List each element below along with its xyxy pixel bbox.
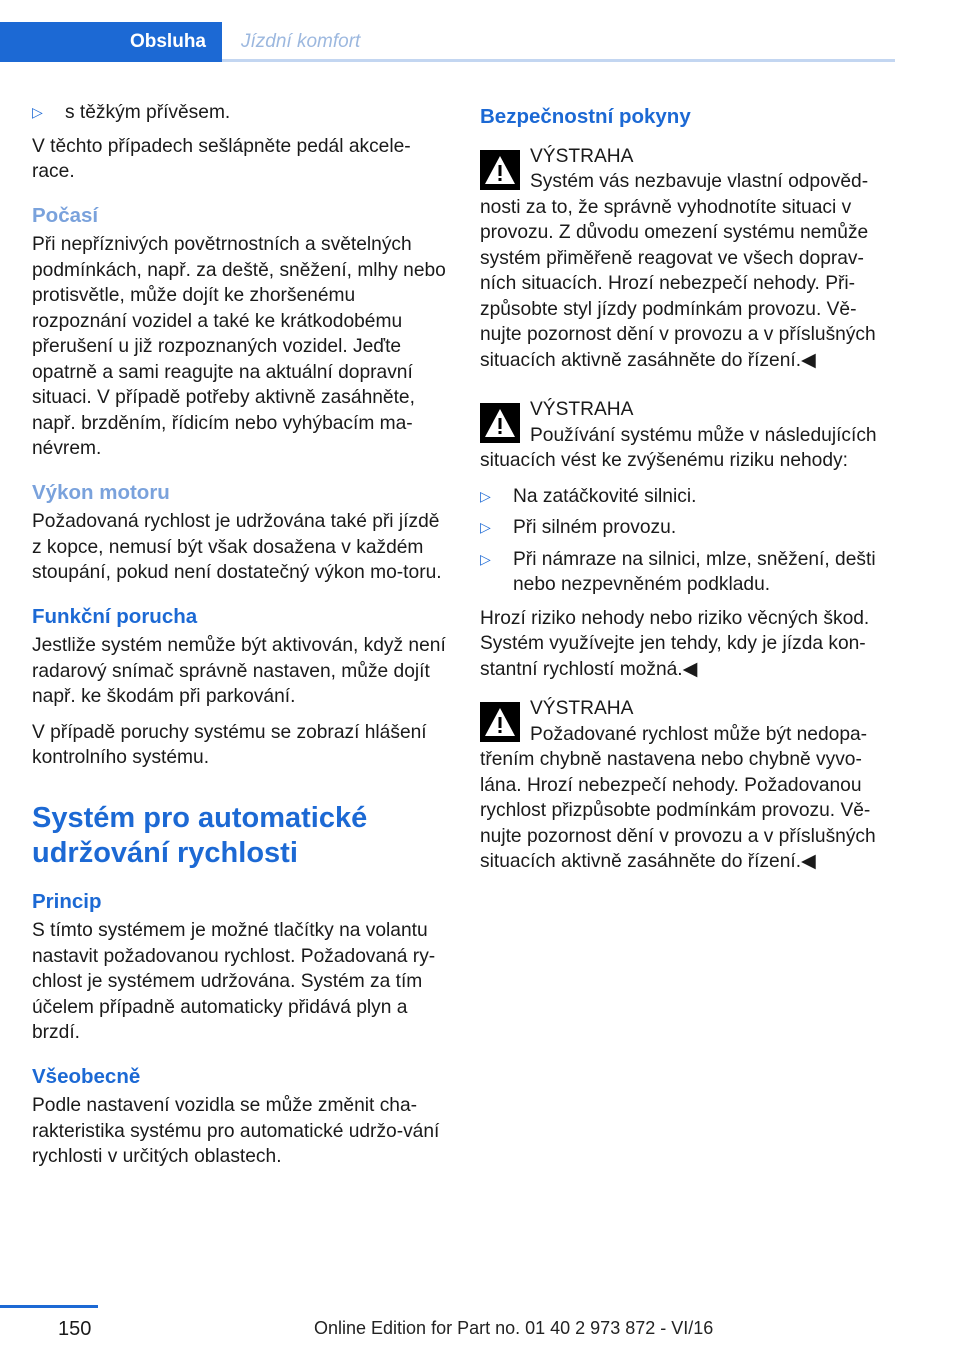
warning-text: Požadované rychlost může být nedopa-třením chybně nastavena nebo chybně vyvo-lána. Hrozí nebezpečí nehody. Požadovanou rychlost přizpůsobte podmínkám provozu. Vě-nujte pozornost dění v provozu a v příslušných situacích aktivně zasáhněte do řízení.◀ — [480, 723, 876, 872]
paragraph: V těchto případech sešlápněte pedál akcele-race. — [32, 135, 411, 182]
paragraph: Jestliže systém nemůže být aktivován, když není radarový snímač správně nastaven, může dojít např. ke škodám při parkování. — [32, 635, 446, 707]
left-column — [32, 100, 448, 1180]
heading-princip: Princip — [32, 889, 102, 913]
list-item — [480, 515, 890, 541]
footer-divider — [0, 1305, 98, 1308]
bullet-triangle-icon: ▷ — [480, 550, 491, 567]
warning-block — [480, 696, 890, 885]
paragraph: S tímto systémem je možné tlačítky na volantu nastavit požadovanou rychlost. Požadovaná ry-chlost je systémem udržována. Systém za tím účelem případně automaticky přidává plyn a brzdí. — [32, 920, 436, 1043]
right-column — [480, 100, 890, 885]
bullet-triangle-icon: ▷ — [480, 487, 491, 504]
paragraph: Při nepříznivých povětrnostních a světelných podmínkách, např. za deště, sněžení, mlhy nebo protisvětle, může dojít ke zhoršenému rozpoznání vozidel a také ke krátkodobému přerušení u již rozpoznaných vozidel. Jeďte opatrně a sami reagujte na aktuální dopravní situaci. V případě potřeby aktivně zasáhněte, např. brzděním, řídicím nebo vyhýbacím ma-névrem. — [32, 234, 446, 459]
warning-icon — [480, 150, 520, 190]
bullet-triangle-icon: ▷ — [480, 519, 491, 535]
list-item — [480, 484, 890, 510]
page-number: 150 — [58, 1318, 92, 1340]
heading-bezpecnostni-pokyny: Bezpečnostní pokyny — [480, 105, 691, 128]
warning-title: VÝSTRAHA — [530, 698, 634, 719]
paragraph: Hrozí riziko nehody nebo riziko věcných škod. Systém využívejte jen tehdy, kdy je jízda kon-stantní rychlostí možná.◀ — [480, 607, 870, 680]
tab-jizdni-komfort[interactable]: Jízdní komfort — [241, 31, 361, 52]
section-title: Systém pro automatické udržování rychlosti — [32, 801, 368, 869]
warning-title: VÝSTRAHA — [530, 399, 634, 420]
page-header — [0, 22, 895, 62]
warning-block — [480, 144, 890, 384]
heading-pocasi: Počasí — [32, 203, 99, 227]
heading-vykon-motoru: Výkon motoru — [32, 480, 170, 504]
paragraph: Podle nastavení vozidla se může změnit cha-rakteristika systému pro automatické udržo-vání rychlosti v určitých oblastech. — [32, 1095, 440, 1167]
edition-note: Online Edition for Part no. 01 40 2 973 872 - VI/16 — [314, 1318, 714, 1338]
warning-icon — [480, 403, 520, 443]
list-item-text: Na zatáčkovité silnici. — [513, 485, 697, 507]
top-list — [32, 100, 448, 126]
bullet-triangle-icon: ▷ — [32, 104, 43, 120]
list-item-text: s těžkým přívěsem. — [65, 102, 231, 123]
list-item-text: Při silném provozu. — [513, 517, 677, 538]
paragraph: Požadovaná rychlost je udržována také při jízdě z kopce, nemusí být však dosažena v každém stoupání, pokud není dostatečný výkon mo-toru. — [32, 511, 442, 583]
heading-vseobecne: Všeobecně — [32, 1064, 141, 1088]
header-divider — [222, 59, 895, 62]
paragraph: V případě poruchy systému se zobrazí hlášení kontrolního systému. — [32, 721, 427, 768]
warning-block — [480, 397, 890, 484]
warning-text: Systém vás nezbavuje vlastní odpověd-nosti za to, že správně vyhodnotíte situaci v provozu. Z důvodu omezení systému nemůže systém přiměřeně reagovat ve všech doprav-ních situacích. Hrozí nebezpečí nehody. Při-způsobte styl jízdy podmínkám provozu. Vě-nujte pozornost dění v provozu a v příslušných situacích aktivně zasáhněte do řízení.◀ — [480, 171, 876, 371]
list-item-text: Při námraze na silnici, mlze, sněžení, dešti nebo nezpevněném podkladu. — [513, 548, 876, 595]
warning-icon — [480, 702, 520, 742]
list-item — [32, 100, 448, 126]
heading-funkcni-porucha: Funkční porucha — [32, 604, 198, 628]
tab-obsluha[interactable]: Obsluha — [0, 22, 222, 62]
list-item — [480, 547, 890, 598]
conditions-list — [480, 484, 890, 598]
warning-title: VÝSTRAHA — [530, 145, 634, 167]
warning-text: Používání systému může v následujících situacích vést ke zvýšenému riziku nehody: — [480, 424, 877, 471]
